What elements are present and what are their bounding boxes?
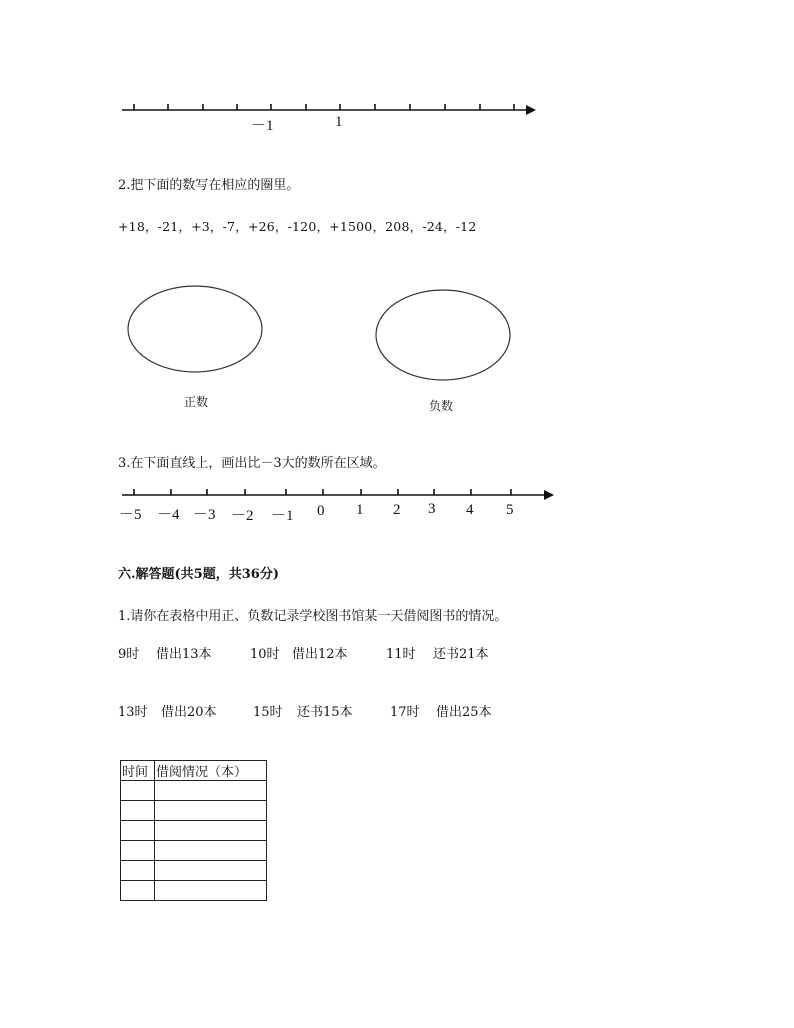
- header-time: 时间: [121, 761, 155, 781]
- table-row[interactable]: [121, 821, 267, 841]
- record-event: 借出12本: [292, 647, 348, 662]
- table-row[interactable]: [121, 861, 267, 881]
- table-cell[interactable]: [121, 841, 155, 861]
- record-event: 借出13本: [156, 647, 212, 662]
- negative-circle: [376, 290, 510, 380]
- table-row[interactable]: [121, 881, 267, 901]
- q2-numbers: +18，-21，+3，-7，+26，-120，+1500，208，-24，-12: [118, 219, 477, 234]
- q3-tick-neg3: －3: [193, 507, 216, 523]
- s6-q1-prompt: 1.请你在表格中用正、负数记录学校图书馆某一天借阅图书的情况。: [118, 609, 508, 624]
- q3-tick-neg2: －2: [231, 508, 254, 524]
- number-line-1: [122, 104, 536, 115]
- record-time: 10时: [250, 647, 280, 662]
- q3-tick-5: 5: [506, 502, 514, 518]
- table-row[interactable]: [121, 841, 267, 861]
- positive-label: 正数: [184, 395, 209, 409]
- record-time: 13时: [118, 705, 148, 720]
- table-cell[interactable]: [155, 781, 267, 801]
- negative-label: 负数: [429, 399, 454, 413]
- table-cell[interactable]: [121, 801, 155, 821]
- header-borrow: 借阅情况（本）: [155, 761, 267, 781]
- table-cell[interactable]: [155, 821, 267, 841]
- q3-tick-4: 4: [466, 502, 474, 518]
- record-time: 9时: [118, 647, 140, 662]
- record-time: 15时: [253, 705, 283, 720]
- record-time: 17时: [390, 705, 420, 720]
- table-row[interactable]: [121, 781, 267, 801]
- table-cell[interactable]: [121, 881, 155, 901]
- record-event: 还书15本: [297, 705, 353, 720]
- tick-label-neg1: －1: [251, 118, 274, 134]
- table-cell[interactable]: [155, 841, 267, 861]
- record-table: [120, 760, 267, 901]
- record-event: 借出20本: [161, 705, 217, 720]
- q3-tick-neg4: －4: [157, 507, 180, 523]
- q3-tick-neg5: －5: [119, 507, 142, 523]
- table-header-row: [121, 761, 267, 781]
- table-cell[interactable]: [121, 781, 155, 801]
- q3-tick-0: 0: [317, 503, 325, 519]
- q3-prompt: 3.在下面直线上，画出比－3大的数所在区域。: [118, 456, 386, 471]
- number-line-2: [122, 489, 554, 500]
- record-event: 借出25本: [436, 705, 492, 720]
- table-cell[interactable]: [155, 801, 267, 821]
- tick-label-1: 1: [335, 114, 343, 130]
- q3-tick-neg1: －1: [271, 508, 294, 524]
- table-row[interactable]: [121, 801, 267, 821]
- table-cell[interactable]: [155, 861, 267, 881]
- table-cell[interactable]: [121, 821, 155, 841]
- positive-circle: [128, 286, 262, 372]
- q3-tick-2: 2: [393, 502, 401, 518]
- table-cell[interactable]: [155, 881, 267, 901]
- table-cell[interactable]: [121, 861, 155, 881]
- q2-prompt: 2.把下面的数写在相应的圈里。: [118, 178, 300, 193]
- section6-heading: 六.解答题(共5题，共36分): [118, 567, 279, 582]
- q3-tick-1: 1: [356, 502, 364, 518]
- q3-tick-3: 3: [428, 501, 436, 517]
- record-time: 11时: [386, 647, 416, 662]
- record-event: 还书21本: [433, 647, 489, 662]
